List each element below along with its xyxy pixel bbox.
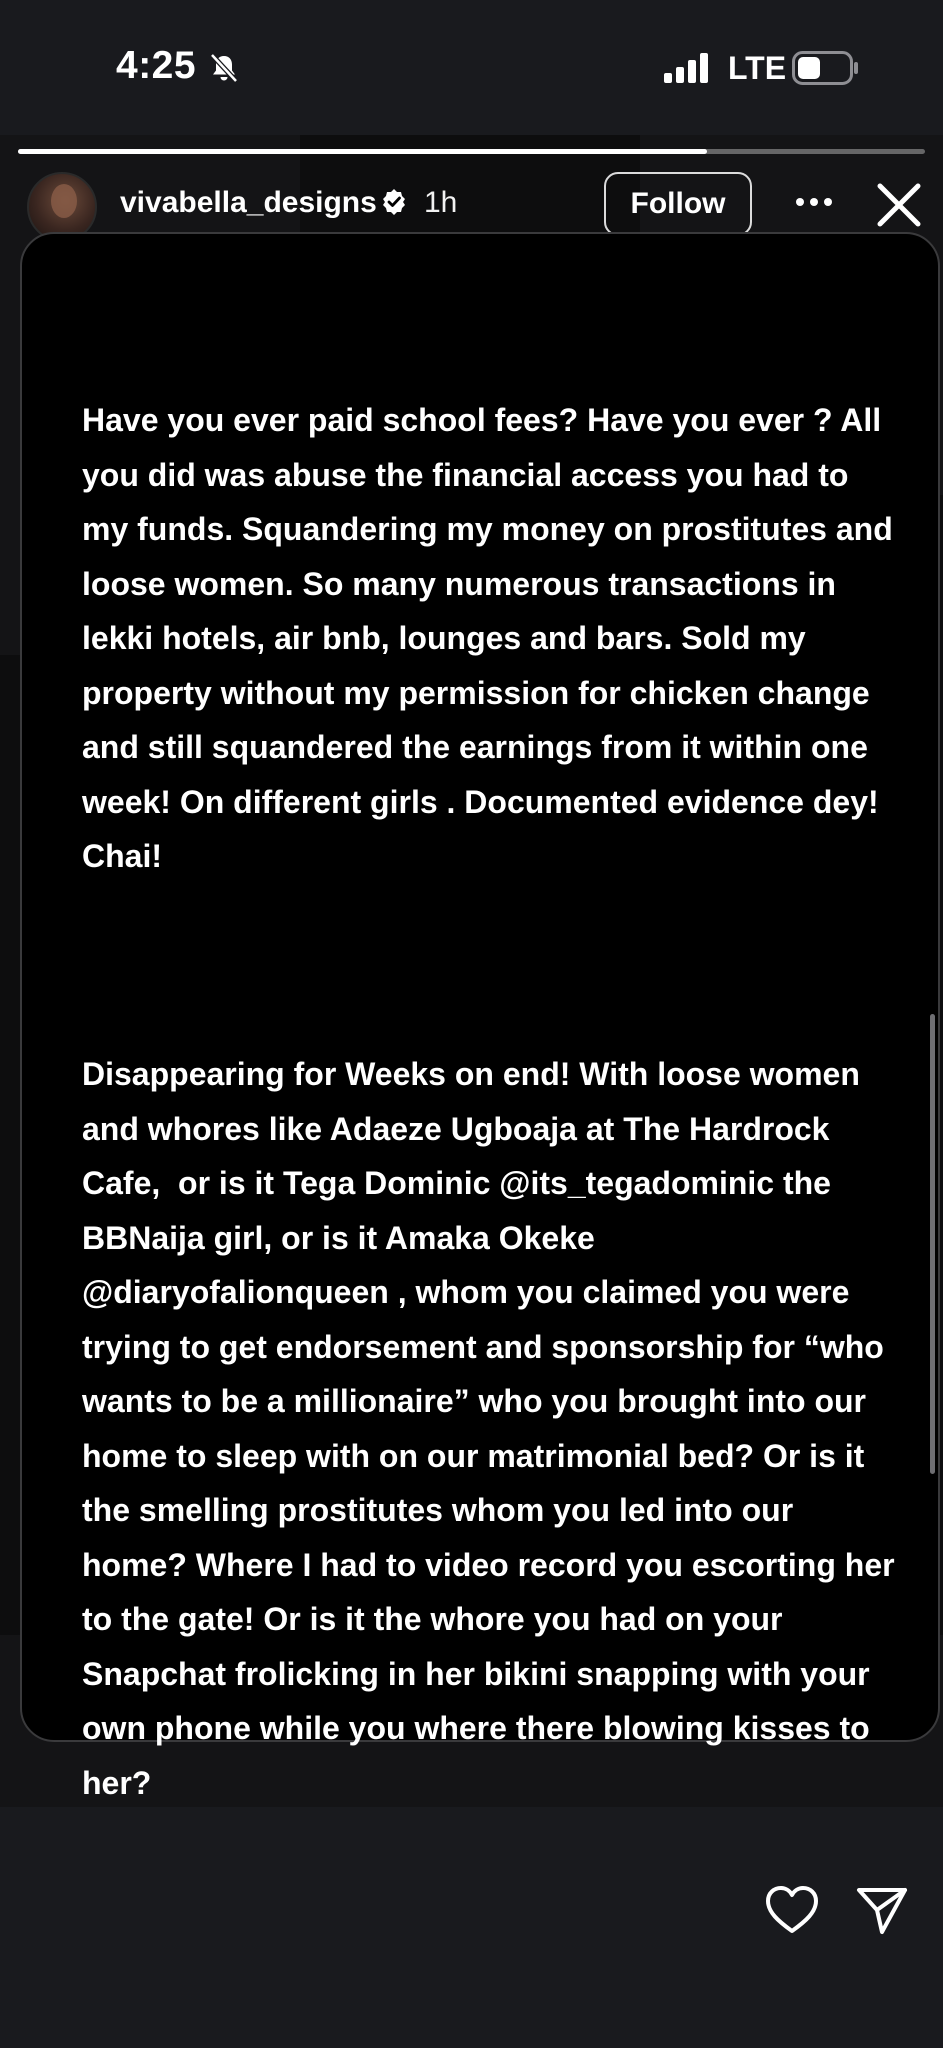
network-type: LTE: [728, 50, 787, 86]
close-icon[interactable]: [874, 180, 924, 230]
follow-button[interactable]: Follow: [604, 172, 752, 236]
post-time: 1h: [424, 186, 458, 219]
heart-icon[interactable]: [764, 1884, 820, 1936]
story-progress-fill: [18, 149, 707, 154]
battery-icon: [792, 51, 860, 85]
bell-slash-icon: [208, 52, 240, 84]
story-paragraph-1: Have you ever paid school fees? Have you ever ? All you did was abuse the financial access you had to my funds. Squandering my money on prostitutes and loose women. So many numerous transactions in lekki hotels, air bnb, lounges and bars. Sold my property without my permission for chicken change and still squandered the earnings from it within one week! On different girls . Documented evidence dey! Chai!: [82, 402, 902, 874]
story-progress-bar: [18, 149, 925, 154]
signal-icon: [664, 52, 712, 84]
status-bar: [0, 0, 943, 135]
story-text: [82, 284, 902, 1919]
username[interactable]: vivabella_designs: [120, 186, 377, 219]
scrollbar[interactable]: [930, 1014, 935, 1474]
verified-badge-icon: [380, 188, 408, 216]
story-paragraph-2: Disappearing for Weeks on end! With loose women and whores like Adaeze Ugboaja at The Hardrock Cafe, or is it Tega Dominic @its_tegadominic the BBNaija girl, or is it Amaka Okeke @diaryofalionqueen , whom you claimed you were trying to get endorsement and sponsorship for “who wants to be a millionaire” who you brought into our home to sleep with on our matrimonial bed? Or is it the smelling prostitutes whom you led into our home? Where I had to video record you escorting her to the gate! Or is it the whore you had on your Snapchat frolicking in her bikini snapping with your own phone while you where there blowing kisses to her?: [82, 1056, 904, 1801]
more-icon[interactable]: [794, 188, 834, 216]
send-icon[interactable]: [854, 1884, 910, 1936]
story-text-card[interactable]: [20, 232, 940, 1801]
status-time: 4:25: [116, 44, 197, 87]
